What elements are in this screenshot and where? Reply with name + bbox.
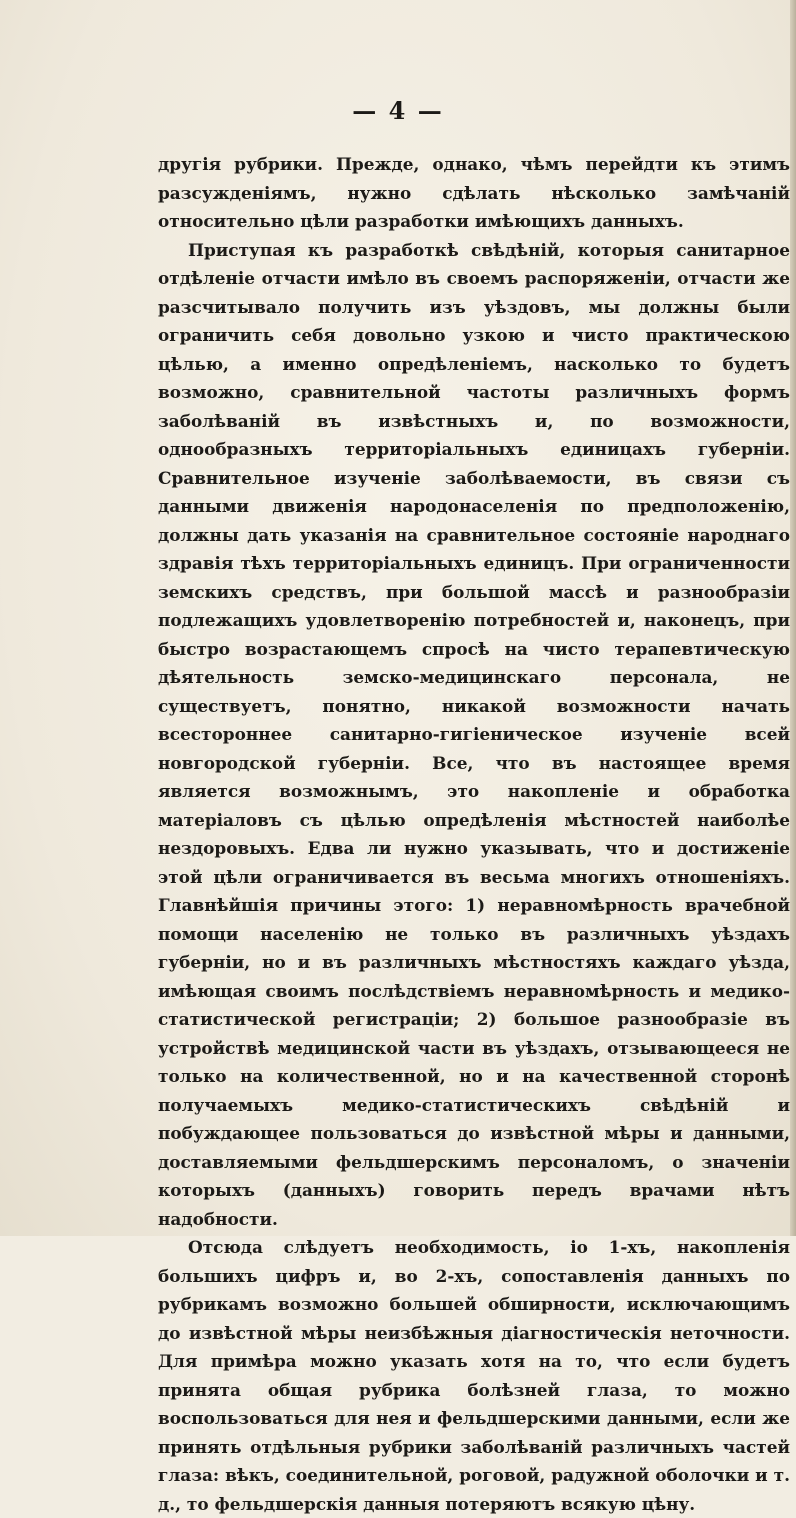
paragraph-1: другія рубрики. Прежде, однако, чѣмъ перейдти къ этимъ разсужденіямъ, нужно сдѣлать нѣсколько замѣчаній относительно цѣли разработки имѣющихъ данныхъ. — [158, 154, 790, 231]
paragraph-2: Приступая къ разработкѣ свѣдѣній, которыя санитарное отдѣленіе отчасти имѣло въ своемъ распоряженіи, отчасти же разсчитывало получить изъ уѣздовъ, мы должны были ограничить себя довольно узкою и чисто практическою цѣлью, а именно опредѣленіемъ, насколько то будетъ возможно, сравнительной частоты различныхъ формъ заболѣваній въ извѣстныхъ и, по возможности, однообразныхъ территоріальныхъ единицахъ губерніи. Сравнительное изученіе заболѣваемости, въ связи съ данными движенія народонаселенія по предположенію, должны дать указанія на сравнительное состояніе народнаго здравія тѣхъ территоріальныхъ единицъ. При ограниченности земскихъ средствъ, при большой массѣ и разнообразіи подлежащихъ удовлетворенію потребностей и, наконецъ, при быстро возрастающемъ спросѣ на чисто терапевтическую дѣятельность земско-медицинскаго персонала, не существуетъ, понятно, никакой возможности начать всестороннее санитарно-гигіеническое изученіе всей новгородской губерніи. Все, что въ настоящее время является возможнымъ, это накопленіе и обработка матеріаловъ съ цѣлью опредѣленія мѣстностей наиболѣе нездоровыхъ. Едва ли нужно указывать, что и достиженіе этой цѣли ограничивается въ весьма многихъ отношеніяхъ. Главнѣйшія причины этого: 1) неравномѣрность врачебной помощи населенію не только въ различныхъ уѣздахъ губерніи, но и въ различныхъ мѣстностяхъ каждаго уѣзда, имѣющая своимъ послѣдствіемъ неравномѣрность и медико-статистической регистраціи; 2) большое разнообразіе въ устройствѣ медицинской части въ уѣздахъ, отзывающееся не только на количественной, но и на качественной сторонѣ получаемыхъ медико-статистическихъ свѣдѣній и побуждающее пользоваться до извѣстной мѣры и данными, доставляемыми фельдшерскимъ персоналомъ, о значеніи которыхъ (данныхъ) говорить передъ врачами нѣтъ надобности. — [158, 239, 790, 1229]
page-edge — [790, 0, 796, 1236]
paragraph-3: Отсюда слѣдуетъ необходимость, іо 1-хъ, накопленія большихъ цифръ и, во 2-хъ, сопоставленія данныхъ по рубрикамъ возможно большей обширности, исключающимъ до извѣстной мѣры неизбѣжныя діагностическія неточности. Для примѣра можно указать хотя на то, что если будетъ принята общая рубрика болѣзней глаза, то можно воспользоваться для нея и фельдшерскими данными, если же принять отдѣльныя рубрики заболѣваній различныхъ частей глаза: вѣкъ, соединительной, роговой, радужной оболочки и т. д., то фельдшерскія данныя потеряютъ всякую цѣну. — [158, 1237, 790, 1514]
body-text — [158, 150, 790, 1518]
page-number: — 4 — — [352, 96, 444, 125]
